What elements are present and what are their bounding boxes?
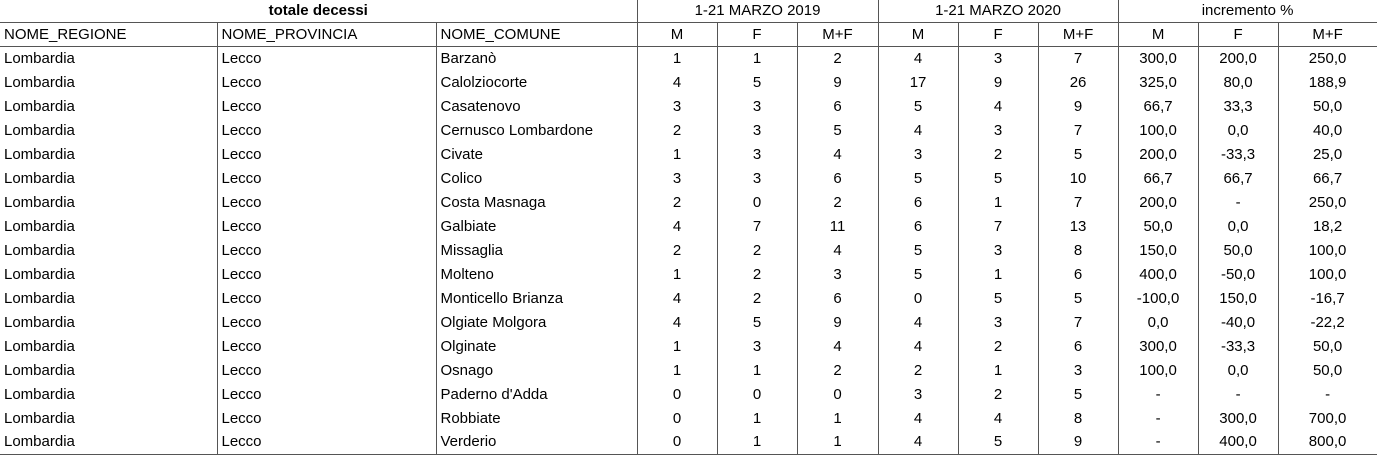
- column-header: M+F: [1278, 23, 1377, 47]
- region-cell: Lombardia: [0, 311, 217, 335]
- increment-mf-cell: 188,9: [1278, 71, 1377, 95]
- increment-f-cell: 0,0: [1198, 359, 1278, 383]
- region-cell: Lombardia: [0, 335, 217, 359]
- comune-cell: Missaglia: [436, 239, 637, 263]
- deaths-2019-m-cell: 0: [637, 407, 717, 431]
- increment-m-cell: 325,0: [1118, 71, 1198, 95]
- region-cell: Lombardia: [0, 383, 217, 407]
- deaths-2020-m-cell: 4: [878, 431, 958, 455]
- increment-mf-cell: 50,0: [1278, 335, 1377, 359]
- increment-f-cell: 50,0: [1198, 239, 1278, 263]
- increment-mf-cell: -16,7: [1278, 287, 1377, 311]
- deaths-2020-f-cell: 3: [958, 311, 1038, 335]
- increment-mf-cell: 66,7: [1278, 167, 1377, 191]
- comune-cell: Monticello Brianza: [436, 287, 637, 311]
- deaths-2020-m-cell: 17: [878, 71, 958, 95]
- group-header-2020: 1-21 MARZO 2020: [878, 0, 1118, 23]
- deaths-2020-f-cell: 1: [958, 263, 1038, 287]
- deaths-2019-f-cell: 2: [717, 287, 797, 311]
- table-row: [0, 383, 1377, 407]
- column-header: NOME_REGIONE: [0, 23, 217, 47]
- deaths-2019-f-cell: 5: [717, 71, 797, 95]
- deaths-2020-mf-cell: 9: [1038, 431, 1118, 455]
- group-header-row: [0, 0, 1377, 23]
- group-header-2019: 1-21 MARZO 2019: [637, 0, 878, 23]
- region-cell: Lombardia: [0, 263, 217, 287]
- comune-cell: Calolziocorte: [436, 71, 637, 95]
- region-cell: Lombardia: [0, 167, 217, 191]
- deaths-2020-mf-cell: 9: [1038, 95, 1118, 119]
- deaths-2020-m-cell: 4: [878, 407, 958, 431]
- region-cell: Lombardia: [0, 359, 217, 383]
- deaths-2020-m-cell: 5: [878, 263, 958, 287]
- comune-cell: Robbiate: [436, 407, 637, 431]
- table-row: [0, 239, 1377, 263]
- deaths-2019-mf-cell: 9: [797, 311, 878, 335]
- increment-f-cell: -50,0: [1198, 263, 1278, 287]
- deaths-2019-f-cell: 5: [717, 311, 797, 335]
- column-header: F: [1198, 23, 1278, 47]
- deaths-2020-mf-cell: 7: [1038, 47, 1118, 71]
- deaths-2019-mf-cell: 2: [797, 47, 878, 71]
- column-header: F: [717, 23, 797, 47]
- deaths-2019-m-cell: 4: [637, 215, 717, 239]
- increment-m-cell: 50,0: [1118, 215, 1198, 239]
- table-row: [0, 215, 1377, 239]
- region-cell: Lombardia: [0, 71, 217, 95]
- province-cell: Lecco: [217, 143, 436, 167]
- deaths-2019-f-cell: 3: [717, 167, 797, 191]
- increment-m-cell: 300,0: [1118, 335, 1198, 359]
- province-cell: Lecco: [217, 239, 436, 263]
- column-header-row: [0, 23, 1377, 47]
- increment-m-cell: 300,0: [1118, 47, 1198, 71]
- deaths-2019-f-cell: 0: [717, 383, 797, 407]
- province-cell: Lecco: [217, 263, 436, 287]
- increment-f-cell: 400,0: [1198, 431, 1278, 455]
- increment-f-cell: 0,0: [1198, 119, 1278, 143]
- table-row: [0, 167, 1377, 191]
- deaths-2020-mf-cell: 7: [1038, 119, 1118, 143]
- deaths-2020-m-cell: 5: [878, 239, 958, 263]
- deaths-2019-mf-cell: 4: [797, 335, 878, 359]
- increment-m-cell: 100,0: [1118, 359, 1198, 383]
- increment-f-cell: 200,0: [1198, 47, 1278, 71]
- deaths-2019-mf-cell: 6: [797, 287, 878, 311]
- deaths-2020-f-cell: 9: [958, 71, 1038, 95]
- column-header: M+F: [1038, 23, 1118, 47]
- deaths-2020-m-cell: 4: [878, 335, 958, 359]
- column-header: M+F: [797, 23, 878, 47]
- region-cell: Lombardia: [0, 239, 217, 263]
- deaths-2020-m-cell: 4: [878, 311, 958, 335]
- province-cell: Lecco: [217, 359, 436, 383]
- deaths-2019-m-cell: 1: [637, 359, 717, 383]
- deaths-2020-m-cell: 3: [878, 143, 958, 167]
- deaths-2020-mf-cell: 6: [1038, 335, 1118, 359]
- region-cell: Lombardia: [0, 287, 217, 311]
- region-cell: Lombardia: [0, 431, 217, 455]
- province-cell: Lecco: [217, 71, 436, 95]
- increment-m-cell: -: [1118, 383, 1198, 407]
- increment-mf-cell: 100,0: [1278, 263, 1377, 287]
- increment-f-cell: 150,0: [1198, 287, 1278, 311]
- province-cell: Lecco: [217, 167, 436, 191]
- deaths-2020-m-cell: 5: [878, 95, 958, 119]
- comune-cell: Galbiate: [436, 215, 637, 239]
- increment-m-cell: 400,0: [1118, 263, 1198, 287]
- deaths-2020-f-cell: 5: [958, 287, 1038, 311]
- increment-f-cell: 66,7: [1198, 167, 1278, 191]
- table-row: [0, 431, 1377, 455]
- increment-m-cell: 100,0: [1118, 119, 1198, 143]
- deaths-2019-m-cell: 2: [637, 191, 717, 215]
- deaths-2019-mf-cell: 0: [797, 383, 878, 407]
- deaths-2019-m-cell: 1: [637, 47, 717, 71]
- increment-f-cell: -: [1198, 191, 1278, 215]
- deaths-2020-f-cell: 3: [958, 47, 1038, 71]
- deaths-2019-f-cell: 2: [717, 263, 797, 287]
- deaths-2019-f-cell: 0: [717, 191, 797, 215]
- deaths-2019-m-cell: 2: [637, 119, 717, 143]
- column-header: M: [1118, 23, 1198, 47]
- table-row: [0, 143, 1377, 167]
- table-row: [0, 95, 1377, 119]
- deaths-2019-f-cell: 2: [717, 239, 797, 263]
- deaths-2020-f-cell: 7: [958, 215, 1038, 239]
- region-cell: Lombardia: [0, 47, 217, 71]
- increment-f-cell: 80,0: [1198, 71, 1278, 95]
- deaths-2019-f-cell: 3: [717, 119, 797, 143]
- comune-cell: Paderno d'Adda: [436, 383, 637, 407]
- deaths-2020-f-cell: 1: [958, 191, 1038, 215]
- deaths-2020-mf-cell: 7: [1038, 311, 1118, 335]
- increment-m-cell: -: [1118, 407, 1198, 431]
- deaths-2020-f-cell: 2: [958, 143, 1038, 167]
- deaths-2020-m-cell: 6: [878, 215, 958, 239]
- deaths-2019-mf-cell: 1: [797, 407, 878, 431]
- deaths-2020-m-cell: 2: [878, 359, 958, 383]
- deaths-2019-mf-cell: 6: [797, 95, 878, 119]
- deaths-2020-mf-cell: 5: [1038, 287, 1118, 311]
- deaths-2020-m-cell: 4: [878, 119, 958, 143]
- comune-cell: Civate: [436, 143, 637, 167]
- deaths-2020-m-cell: 3: [878, 383, 958, 407]
- deaths-2020-m-cell: 5: [878, 167, 958, 191]
- deaths-2019-m-cell: 0: [637, 431, 717, 455]
- deaths-2020-f-cell: 2: [958, 383, 1038, 407]
- region-cell: Lombardia: [0, 215, 217, 239]
- increment-m-cell: 150,0: [1118, 239, 1198, 263]
- increment-m-cell: -: [1118, 431, 1198, 455]
- increment-mf-cell: -: [1278, 383, 1377, 407]
- deaths-2020-mf-cell: 8: [1038, 239, 1118, 263]
- table-row: [0, 47, 1377, 71]
- table-row: [0, 287, 1377, 311]
- deaths-2020-mf-cell: 6: [1038, 263, 1118, 287]
- column-header: NOME_COMUNE: [436, 23, 637, 47]
- deaths-2019-f-cell: 3: [717, 335, 797, 359]
- region-cell: Lombardia: [0, 191, 217, 215]
- deaths-2020-mf-cell: 26: [1038, 71, 1118, 95]
- column-header: M: [637, 23, 717, 47]
- comune-cell: Barzanò: [436, 47, 637, 71]
- increment-f-cell: 33,3: [1198, 95, 1278, 119]
- increment-m-cell: -100,0: [1118, 287, 1198, 311]
- deaths-2020-f-cell: 1: [958, 359, 1038, 383]
- column-header: NOME_PROVINCIA: [217, 23, 436, 47]
- increment-mf-cell: 100,0: [1278, 239, 1377, 263]
- increment-mf-cell: 800,0: [1278, 431, 1377, 455]
- deaths-2019-mf-cell: 2: [797, 191, 878, 215]
- deaths-2020-f-cell: 4: [958, 95, 1038, 119]
- province-cell: Lecco: [217, 119, 436, 143]
- deaths-2019-f-cell: 3: [717, 95, 797, 119]
- deaths-2020-f-cell: 3: [958, 239, 1038, 263]
- deaths-2019-m-cell: 4: [637, 287, 717, 311]
- column-header: F: [958, 23, 1038, 47]
- deaths-2020-mf-cell: 7: [1038, 191, 1118, 215]
- table-row: [0, 119, 1377, 143]
- table-row: [0, 311, 1377, 335]
- increment-mf-cell: 50,0: [1278, 359, 1377, 383]
- deaths-2019-mf-cell: 11: [797, 215, 878, 239]
- region-cell: Lombardia: [0, 95, 217, 119]
- deaths-2019-m-cell: 1: [637, 143, 717, 167]
- comune-cell: Verderio: [436, 431, 637, 455]
- table-title: totale decessi: [0, 0, 637, 23]
- deaths-2019-mf-cell: 6: [797, 167, 878, 191]
- increment-mf-cell: 250,0: [1278, 47, 1377, 71]
- deaths-2020-f-cell: 2: [958, 335, 1038, 359]
- table-row: [0, 359, 1377, 383]
- increment-m-cell: 0,0: [1118, 311, 1198, 335]
- increment-mf-cell: 40,0: [1278, 119, 1377, 143]
- deaths-2019-mf-cell: 5: [797, 119, 878, 143]
- province-cell: Lecco: [217, 287, 436, 311]
- deaths-2019-f-cell: 7: [717, 215, 797, 239]
- comune-cell: Osnago: [436, 359, 637, 383]
- deaths-2019-m-cell: 4: [637, 71, 717, 95]
- deaths-2019-f-cell: 3: [717, 143, 797, 167]
- region-cell: Lombardia: [0, 407, 217, 431]
- group-header-increment: incremento %: [1118, 0, 1377, 23]
- table-row: [0, 191, 1377, 215]
- comune-cell: Costa Masnaga: [436, 191, 637, 215]
- increment-m-cell: 66,7: [1118, 167, 1198, 191]
- increment-mf-cell: 250,0: [1278, 191, 1377, 215]
- increment-mf-cell: 18,2: [1278, 215, 1377, 239]
- province-cell: Lecco: [217, 407, 436, 431]
- deaths-2019-m-cell: 2: [637, 239, 717, 263]
- increment-mf-cell: 700,0: [1278, 407, 1377, 431]
- province-cell: Lecco: [217, 335, 436, 359]
- province-cell: Lecco: [217, 191, 436, 215]
- increment-m-cell: 200,0: [1118, 143, 1198, 167]
- increment-f-cell: -33,3: [1198, 335, 1278, 359]
- deaths-2020-mf-cell: 5: [1038, 383, 1118, 407]
- deaths-2020-mf-cell: 8: [1038, 407, 1118, 431]
- deaths-2020-f-cell: 4: [958, 407, 1038, 431]
- column-header: M: [878, 23, 958, 47]
- increment-m-cell: 66,7: [1118, 95, 1198, 119]
- deaths-2020-f-cell: 5: [958, 167, 1038, 191]
- deaths-2019-mf-cell: 1: [797, 431, 878, 455]
- comune-cell: Colico: [436, 167, 637, 191]
- table-row: [0, 263, 1377, 287]
- deaths-2020-mf-cell: 3: [1038, 359, 1118, 383]
- comune-cell: Olginate: [436, 335, 637, 359]
- comune-cell: Cernusco Lombardone: [436, 119, 637, 143]
- increment-f-cell: 300,0: [1198, 407, 1278, 431]
- table-row: [0, 335, 1377, 359]
- increment-f-cell: -40,0: [1198, 311, 1278, 335]
- table-row: [0, 407, 1377, 431]
- deaths-2019-f-cell: 1: [717, 431, 797, 455]
- deaths-2019-m-cell: 0: [637, 383, 717, 407]
- deaths-2019-m-cell: 4: [637, 311, 717, 335]
- comune-cell: Olgiate Molgora: [436, 311, 637, 335]
- increment-m-cell: 200,0: [1118, 191, 1198, 215]
- deaths-2019-m-cell: 1: [637, 263, 717, 287]
- region-cell: Lombardia: [0, 143, 217, 167]
- province-cell: Lecco: [217, 95, 436, 119]
- deaths-2020-f-cell: 5: [958, 431, 1038, 455]
- deaths-2019-mf-cell: 4: [797, 143, 878, 167]
- deaths-2020-mf-cell: 13: [1038, 215, 1118, 239]
- increment-f-cell: 0,0: [1198, 215, 1278, 239]
- deaths-2020-m-cell: 6: [878, 191, 958, 215]
- deaths-2020-m-cell: 4: [878, 47, 958, 71]
- deaths-2019-f-cell: 1: [717, 47, 797, 71]
- province-cell: Lecco: [217, 431, 436, 455]
- increment-f-cell: -33,3: [1198, 143, 1278, 167]
- region-cell: Lombardia: [0, 119, 217, 143]
- deaths-2019-mf-cell: 9: [797, 71, 878, 95]
- increment-mf-cell: -22,2: [1278, 311, 1377, 335]
- province-cell: Lecco: [217, 215, 436, 239]
- increment-mf-cell: 25,0: [1278, 143, 1377, 167]
- table-row: [0, 71, 1377, 95]
- deaths-2020-mf-cell: 5: [1038, 143, 1118, 167]
- deaths-2019-mf-cell: 3: [797, 263, 878, 287]
- deaths-2019-m-cell: 3: [637, 95, 717, 119]
- province-cell: Lecco: [217, 311, 436, 335]
- deaths-2020-f-cell: 3: [958, 119, 1038, 143]
- province-cell: Lecco: [217, 383, 436, 407]
- deaths-2019-m-cell: 1: [637, 335, 717, 359]
- increment-f-cell: -: [1198, 383, 1278, 407]
- deaths-2019-f-cell: 1: [717, 359, 797, 383]
- deaths-2020-mf-cell: 10: [1038, 167, 1118, 191]
- province-cell: Lecco: [217, 47, 436, 71]
- comune-cell: Molteno: [436, 263, 637, 287]
- deaths-2019-mf-cell: 4: [797, 239, 878, 263]
- increment-mf-cell: 50,0: [1278, 95, 1377, 119]
- comune-cell: Casatenovo: [436, 95, 637, 119]
- deaths-2019-m-cell: 3: [637, 167, 717, 191]
- deaths-2020-m-cell: 0: [878, 287, 958, 311]
- deaths-2019-f-cell: 1: [717, 407, 797, 431]
- deaths-2019-mf-cell: 2: [797, 359, 878, 383]
